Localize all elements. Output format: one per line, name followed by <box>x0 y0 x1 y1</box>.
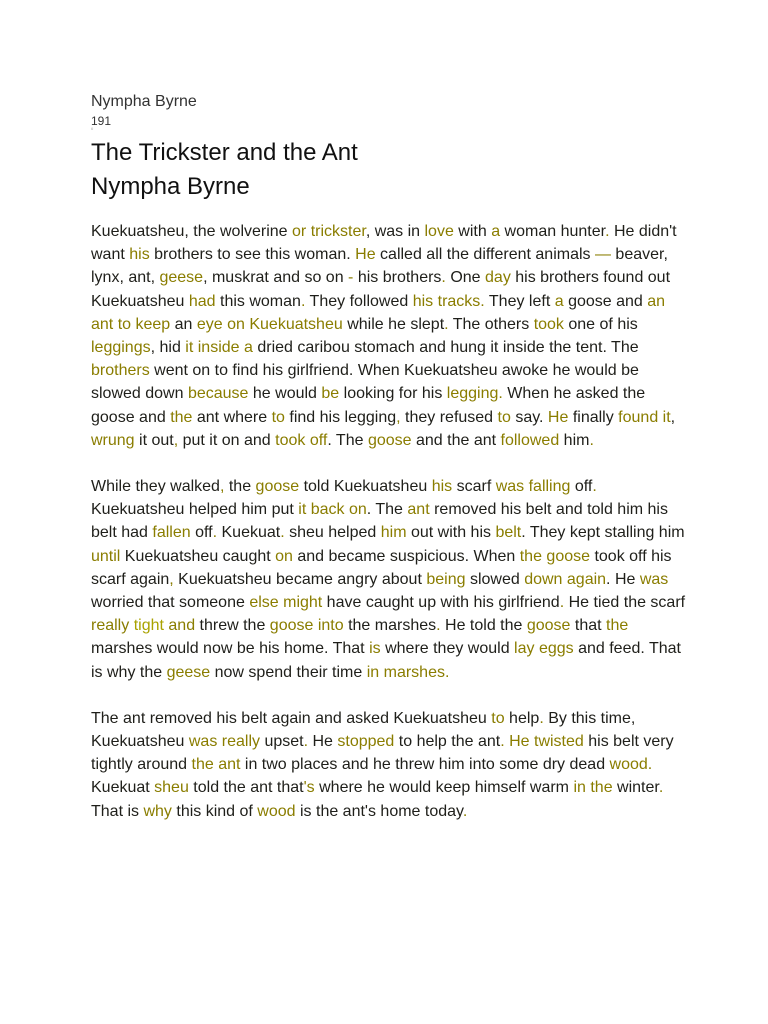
highlighted-run: belt <box>495 524 522 542</box>
text-run: ant where <box>192 408 272 426</box>
highlighted-run: sheu <box>154 779 189 797</box>
text-run: . The <box>327 431 368 449</box>
highlighted-run: really <box>91 617 130 635</box>
text-run: his brothers found out Kuekuatsheu <box>91 269 671 310</box>
highlighted-run: goose <box>255 478 300 496</box>
highlighted-run: followed <box>500 431 560 449</box>
highlighted-run: day <box>485 269 511 287</box>
text-run: called all the different animals <box>375 246 595 264</box>
highlighted-run: goose <box>526 617 571 635</box>
highlighted-run: wood <box>257 802 296 820</box>
text-run: By this time, Kuekuatsheu <box>91 709 636 751</box>
text-run: removed his belt and told him his belt had <box>91 501 668 542</box>
highlighted-run: tight <box>133 617 164 635</box>
highlighted-run: his <box>431 478 453 496</box>
text-run: upset <box>260 733 304 751</box>
text-run: worried that someone <box>91 594 250 612</box>
story-body <box>91 220 691 823</box>
text-run: where he would keep himself warm <box>314 779 574 797</box>
text-run: They left <box>484 292 555 310</box>
highlighted-run: was really <box>188 733 260 751</box>
text-run: scarf <box>452 478 496 496</box>
highlighted-run: it inside a <box>185 339 253 357</box>
text-run: , hid <box>150 339 186 357</box>
text-run: while he slept <box>342 315 445 333</box>
highlighted-run: . <box>480 292 485 310</box>
highlighted-run: leggings <box>91 339 151 357</box>
author-name: Nympha Byrne <box>91 173 250 200</box>
text-run: , muskrat and so on <box>203 269 349 287</box>
highlighted-run: . <box>441 269 446 287</box>
highlighted-run: down again <box>524 570 607 588</box>
highlighted-run: , <box>396 408 401 426</box>
highlighted-run: . <box>444 663 450 681</box>
text-run: dried caribou stomach and hung it inside the tent. The <box>252 339 639 357</box>
text-run: He tied the scarf <box>564 594 686 612</box>
highlighted-run: into <box>317 617 344 635</box>
text-run: He told the <box>440 617 527 635</box>
text-run: have caught up with his girlfriend <box>322 594 560 612</box>
running-header-author: Nympha Byrne <box>91 93 197 110</box>
highlighted-run: . <box>303 733 309 751</box>
text-run: looking for his <box>339 385 447 403</box>
highlighted-run: had <box>188 292 216 310</box>
highlighted-run: in marshes <box>366 663 445 681</box>
highlighted-run: . <box>444 315 449 333</box>
highlighted-run: was falling <box>495 478 571 496</box>
highlighted-run: geese <box>159 269 204 287</box>
text-run: went on to find his girlfriend. When Kuekuatsheu awoke he would be slowed down <box>91 362 639 403</box>
highlighted-run: . <box>436 617 441 635</box>
text-run: this kind of <box>171 802 258 820</box>
story-paragraph <box>91 220 691 452</box>
text-run: out with his <box>406 524 496 542</box>
highlighted-run: He twisted <box>509 733 584 751</box>
text-run: this woman <box>215 292 301 310</box>
highlighted-run: a <box>554 292 564 310</box>
highlighted-run: , <box>169 570 174 588</box>
highlighted-run: to <box>271 408 285 426</box>
text-run: off <box>190 524 213 542</box>
text-run: finally <box>568 408 619 426</box>
text-run: say. <box>510 408 548 426</box>
highlighted-run: love <box>424 223 454 240</box>
highlighted-run: . <box>300 292 306 310</box>
highlighted-run: - <box>348 269 354 287</box>
highlighted-run: lay eggs <box>514 640 574 658</box>
highlighted-run: is <box>369 640 381 658</box>
text-run: Kuekuat <box>91 779 155 797</box>
text-run: an <box>170 315 197 333</box>
text-run: and feed. That is why the <box>91 640 681 681</box>
text-run: Kuekuatsheu caught <box>120 547 276 565</box>
text-run: in two places and he threw him into some dry dead <box>240 756 610 774</box>
highlighted-run: his tracks <box>412 292 481 310</box>
highlighted-run: the goose <box>519 547 591 565</box>
text-run: his belt very tightly around <box>91 733 674 774</box>
highlighted-run: wood. <box>609 756 653 774</box>
highlighted-run: or trickster <box>292 223 366 240</box>
text-run: Kuekuatsheu, the wolverine <box>91 223 293 240</box>
highlighted-run: the <box>606 617 629 635</box>
text-run: marshes would now be his home. That <box>91 640 370 658</box>
text-run: They followed <box>305 292 413 310</box>
text-run: that <box>570 617 607 635</box>
document-page <box>91 92 691 846</box>
highlighted-run: . <box>212 524 218 542</box>
text-run: . They kept stalling him <box>521 524 685 542</box>
text-run: he would <box>248 385 322 403</box>
highlighted-run: until <box>91 547 121 565</box>
highlighted-run: ant <box>407 501 430 519</box>
text-run: One <box>445 269 486 287</box>
highlighted-run: . <box>658 779 664 797</box>
page-title: The Trickster and the Ant <box>91 139 358 166</box>
text-run: one of his <box>563 315 638 333</box>
text-run: While they walked <box>91 478 220 496</box>
highlighted-run: because <box>187 385 249 403</box>
highlighted-run: in the <box>573 779 613 797</box>
highlighted-run: the <box>170 408 193 426</box>
highlighted-run: a <box>491 223 501 240</box>
text-run: took off his scarf again <box>91 547 672 588</box>
text-run: . He <box>606 570 640 588</box>
text-run: off <box>570 478 593 496</box>
highlighted-run: , <box>173 431 179 449</box>
story-paragraph <box>91 707 691 823</box>
highlighted-run: , <box>219 478 225 496</box>
highlighted-run: He <box>355 246 376 264</box>
text-run: now spend their time <box>210 663 367 681</box>
highlighted-run: . <box>605 223 610 240</box>
highlighted-run: wrung <box>91 431 135 449</box>
text-run: Kuekuatsheu helped him put <box>91 501 299 519</box>
text-run: When he asked the goose and <box>91 385 646 426</box>
highlighted-run: geese <box>166 663 211 681</box>
story-paragraph <box>91 475 691 684</box>
highlighted-run: goose <box>269 617 314 635</box>
highlighted-run: why <box>143 802 172 820</box>
highlighted-run: was <box>639 570 669 588</box>
text-run: told the ant that <box>188 779 304 797</box>
text-run: the <box>224 478 256 496</box>
highlighted-run: the ant <box>191 756 241 774</box>
stray-mark: º <box>91 128 94 134</box>
highlighted-run: else might <box>249 594 323 612</box>
text-run: it out <box>134 431 174 449</box>
highlighted-run: . <box>462 802 468 820</box>
text-run: and the ant <box>411 431 501 449</box>
highlighted-run: found it <box>618 408 671 426</box>
highlighted-run: 's <box>303 779 315 797</box>
text-run: find his legging <box>284 408 397 426</box>
text-run: where they would <box>380 640 515 658</box>
text-run: He <box>308 733 338 751</box>
highlighted-run: eye on Kuekuatsheu <box>196 315 343 333</box>
highlighted-run: being <box>426 570 466 588</box>
highlighted-run: . <box>500 733 505 751</box>
highlighted-run: his <box>129 246 150 264</box>
text-run: brothers to see this woman. <box>149 246 356 264</box>
text-run: The others <box>448 315 534 333</box>
text-run: Kuekuatsheu became angry about <box>173 570 427 588</box>
text-run: threw the <box>195 617 270 635</box>
decorative-dot <box>91 202 691 216</box>
highlighted-run: . <box>592 478 597 496</box>
highlighted-run: fallen <box>152 524 191 542</box>
text-run: the marshes <box>343 617 437 635</box>
text-run: put it on and <box>178 431 276 449</box>
highlighted-run: be <box>321 385 340 403</box>
text-run: woman hunter <box>500 223 606 240</box>
highlighted-run: on <box>275 547 293 565</box>
highlighted-run: . <box>589 431 594 449</box>
text-run: That is <box>91 802 144 820</box>
text-run: Kuekuat <box>217 524 281 542</box>
text-run: . The <box>366 501 408 519</box>
text-run: slowed <box>465 570 525 588</box>
text-run: , was in <box>365 223 425 240</box>
text-run: sheu helped <box>284 524 381 542</box>
highlighted-run: took <box>533 315 564 333</box>
highlighted-run: to <box>497 408 511 426</box>
highlighted-run: an ant to keep <box>91 292 666 333</box>
text-run: is the ant's home today <box>295 802 463 820</box>
highlighted-run: . <box>539 709 544 727</box>
highlighted-run: goose <box>367 431 412 449</box>
highlighted-run: brothers <box>91 362 150 380</box>
text-run: goose and <box>563 292 648 310</box>
text-run: they refused <box>400 408 498 426</box>
highlighted-run: stopped <box>337 733 395 751</box>
text-run: and became suspicious. When <box>292 547 520 565</box>
highlighted-run: back on <box>310 501 367 519</box>
highlighted-run: it <box>298 501 307 519</box>
text-run: to help the ant <box>394 733 501 751</box>
highlighted-run: . <box>280 524 285 542</box>
text-run: The ant removed his belt again and asked Kuekuatsheu <box>91 709 492 727</box>
text-run: beaver, lynx, ant, <box>91 246 668 287</box>
highlighted-run: legging. <box>446 385 503 403</box>
text-run: his brothers <box>353 269 442 287</box>
text-run: winter <box>612 779 659 797</box>
highlighted-run: . <box>559 594 565 612</box>
highlighted-run: — <box>594 246 611 264</box>
text-run: He didn't want <box>91 223 677 264</box>
text-run: , <box>670 408 676 426</box>
text-run: help <box>504 709 540 727</box>
text-run: with <box>453 223 492 240</box>
highlighted-run: and <box>168 617 196 635</box>
highlighted-run: He <box>547 408 569 426</box>
page-number: 191 <box>91 114 112 128</box>
highlighted-run: to <box>491 709 505 727</box>
highlighted-run: took off <box>275 431 328 449</box>
text-run: told Kuekuatsheu <box>299 478 432 496</box>
highlighted-run: him <box>380 524 407 542</box>
text-run: him <box>559 431 590 449</box>
